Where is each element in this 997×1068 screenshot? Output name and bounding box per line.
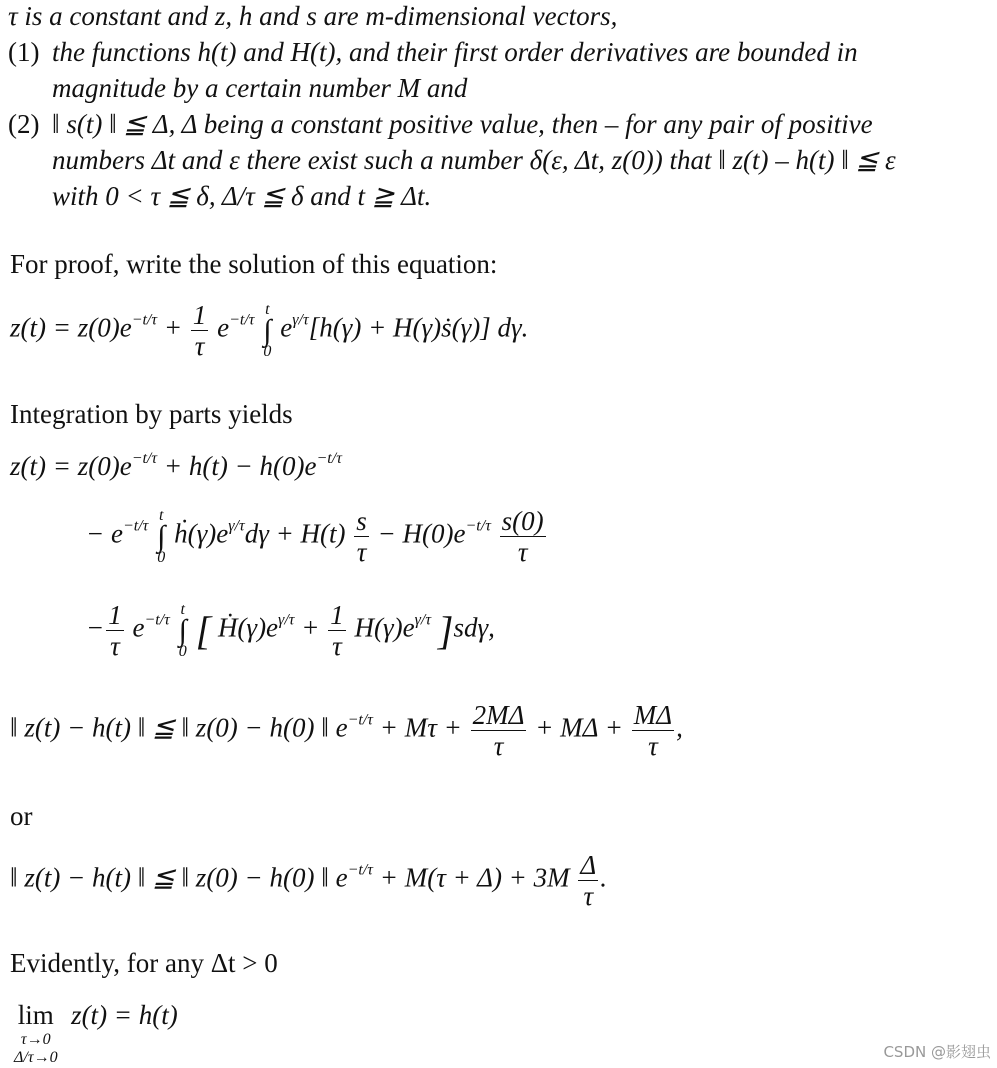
watermark: CSDN @影翅虫 <box>883 1043 991 1061</box>
parts-equation-line-1: $z(t) = z(0)e^{-t/\tau} + h(t) - h(0)e^{-t/\tau}$ <box>10 450 342 481</box>
limit-equation: lim τ→0 Δ/τ→0 z(t) = h(t) <box>14 1000 178 1066</box>
condition-1-number: (1) <box>8 37 40 67</box>
parts-equation-line-3: − $\frac{1}{\tau}$ $e^{-t/\tau}$ t ∫ 0 [ $Ḣ(\gamma)e^{\gamma/\tau}$ + $\frac{1}{\tau}$ $H(\gamma)e^{\gamma/\tau}$ ]sdγ, <box>86 600 495 661</box>
proof-intro: For proof, write the solution of this equation: <box>10 249 498 279</box>
parts-equation-line-2: − $e^{-t/\tau}$ t ∫ 0 $ḣ(\gamma)e^{\gamma/\tau}d\gamma + H(t)$ $\frac{s}{\tau}$ − $H(0)e^{-t/\tau}$ $\frac{s(0)}{\tau}$ <box>86 506 544 567</box>
bound-equation-1: ‖ z(t) − h(t) ‖ ≦ ‖ z(0) − h(0) ‖ $e^{-t/\tau} + M\tau$ + $\frac{2M\Delta}{\tau}$ + MΔ + $\frac{M\Delta}{\tau}$ , <box>10 700 683 761</box>
condition-1-line-2: magnitude by a certain number M and <box>52 73 468 103</box>
solution-equation: $z(t) = z(0)e^{-t/\tau}$ + $\frac{1}{\tau}$ $e^{-t/\tau}$ t ∫ 0 $e^{\gamma/\tau}[h(\gamma)$ + H(γ)ṡ(γ)] dγ. <box>10 300 529 361</box>
or-text: or <box>10 801 33 831</box>
bound-equation-2: ‖ z(t) − h(t) ‖ ≦ ‖ z(0) − h(0) ‖ $e^{-t/\tau} + M(\tau + \Delta) + 3M$ $\frac{\Delta}{\tau}$ . <box>10 850 608 911</box>
condition-2-line-3: with 0 < τ ≦ δ, Δ/τ ≦ δ and t ≧ Δt. <box>52 181 432 211</box>
condition-1-line-1: the functions h(t) and H(t), and their first order derivatives are bounded in <box>52 37 858 67</box>
condition-2-number: (2) <box>8 109 40 139</box>
integration-intro: Integration by parts yields <box>10 399 293 429</box>
evidently-text: Evidently, for any Δt > 0 <box>10 948 278 978</box>
condition-2-line-1: ‖ s(t) ‖ ≦ Δ, Δ being a constant positive value, then – for any pair of positive <box>52 109 873 139</box>
condition-intro: τ is a constant and z, h and s are m-dimensional vectors, <box>8 1 618 31</box>
condition-2-line-2: numbers Δt and ε there exist such a number δ(ε, Δt, z(0)) that ‖ z(t) – h(t) ‖ ≦ ε <box>52 145 896 175</box>
